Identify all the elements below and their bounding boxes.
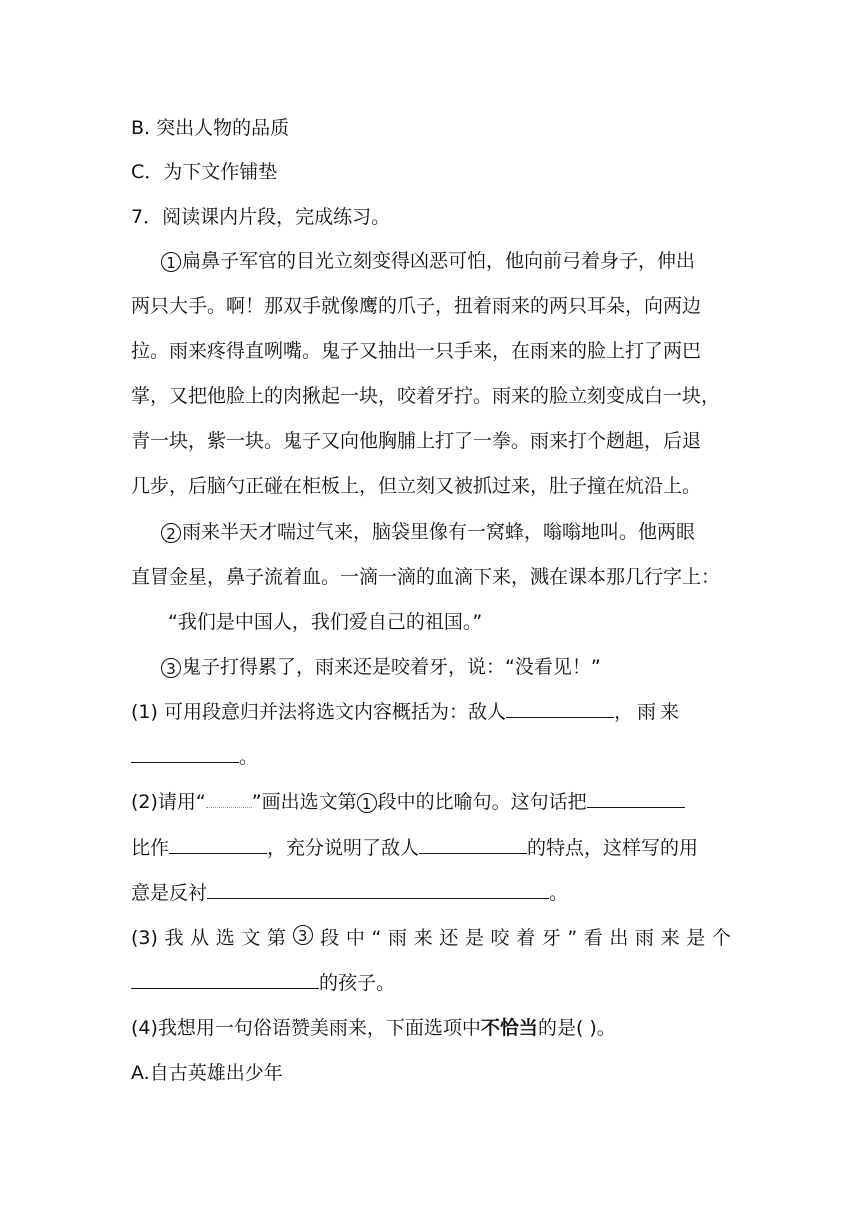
answer-blank[interactable] (131, 744, 239, 763)
sub-question-2 (131, 789, 731, 815)
option-c: C．为下文作铺垫 (131, 161, 278, 183)
underline-mark-sample (206, 789, 252, 808)
question-char: 咬 (490, 927, 510, 949)
answer-blank[interactable] (506, 699, 614, 718)
emphasis-text: 不恰当 (480, 1017, 538, 1039)
question-text: (4)我想用一句俗语赞美雨来，下面选项中 (131, 1017, 481, 1039)
question-char: 雨 (387, 927, 407, 949)
passage-p1-line-1 (161, 248, 731, 274)
paragraph-number-2: 2 (161, 523, 181, 543)
question-text: (1) 可用段意归并法将选文内容概括为：敌人 (131, 701, 506, 723)
answer-blank[interactable] (169, 835, 267, 854)
question-text: (2)请用“ (131, 791, 206, 813)
passage-p1-line-3: 拉。雨来疼得直咧嘴。鬼子又抽出一只手来，在雨来的脸上打了两巴 (131, 340, 702, 362)
question-char: 看 (583, 927, 603, 949)
question-char: 还 (439, 927, 459, 949)
question-char: 来 (413, 927, 433, 949)
question-char: 是 (464, 927, 484, 949)
answer-bracket[interactable]: 的是( )。 (537, 1017, 616, 1039)
question-char: 来 (660, 927, 680, 949)
question-text: 。 (549, 882, 569, 904)
passage-p2-line-1 (161, 519, 731, 545)
question-char: 第 (267, 927, 287, 949)
question-text: 。 (239, 746, 259, 768)
question-char: 我 (164, 927, 184, 949)
question-text: 的特点，这样写的用 (527, 837, 699, 859)
question-char: 牙 (541, 927, 561, 949)
question-text: ，充分说明了敌人 (267, 837, 420, 859)
question-char: 是 (686, 927, 706, 949)
question-text: 段中的比喻句。这句话把 (377, 791, 587, 813)
question-char: ” (567, 927, 578, 949)
option-b: B. 突出人物的品质 (131, 117, 290, 139)
question-char: 中 (345, 927, 365, 949)
question-char: 着 (516, 927, 536, 949)
passage-p1-line-2: 两只大手。啊！那双手就像鹰的爪子，扭着雨来的两只耳朵，向两边 (131, 295, 702, 317)
answer-blank[interactable] (207, 880, 549, 899)
question-7-title: 7．阅读课内片段，完成练习。 (131, 206, 391, 228)
passage-text: 雨来半天才喘过气来，脑袋里像有一窝蜂，嗡嗡地叫。他两眼 (182, 521, 696, 543)
sub-question-3 (131, 925, 731, 951)
question-text: 的孩子。 (319, 972, 396, 994)
question-char: 从 (190, 927, 210, 949)
question-text: ，雨来 (613, 701, 683, 723)
passage-p1-line-5: 青一块，紫一块。鬼子又向他胸脯上打了一拳。雨来打个趔趄，后退 (131, 430, 702, 452)
passage-p2-line-2: 直冒金星，鼻子流着血。一滴一滴的血滴下来，溅在课本那几行字上： (131, 566, 721, 588)
option-a: A.自古英雄出少年 (131, 1062, 283, 1084)
question-char: (3) (131, 927, 158, 949)
question-char: 个 (711, 927, 731, 949)
paragraph-number-1: 1 (161, 252, 181, 272)
sub-question-2-line-2 (131, 835, 731, 861)
paragraph-number-3: 3 (161, 658, 181, 678)
question-text: 意是反衬 (131, 882, 208, 904)
passage-text: 鬼子打得累了，雨来还是咬着牙，说：“没看见！” (182, 656, 601, 678)
passage-p3 (161, 654, 731, 680)
paragraph-number-3: 3 (293, 925, 313, 945)
sub-question-3-line-2 (131, 970, 731, 996)
passage-p1-line-4: 掌，又把他脸上的肉揪起一块，咬着牙拧。雨来的脸立刻变成白一块， (131, 385, 721, 407)
question-char: 出 (609, 927, 629, 949)
answer-blank[interactable] (131, 970, 319, 989)
sub-question-1-line-2 (131, 744, 731, 770)
passage-text: 扁鼻子军官的目光立刻变得凶恶可怕，他向前弓着身子，伸出 (182, 250, 696, 272)
sub-question-2-line-3 (131, 880, 731, 906)
answer-blank[interactable] (419, 835, 527, 854)
answer-blank[interactable] (587, 789, 685, 808)
question-char: “ (371, 927, 382, 949)
question-char: 雨 (635, 927, 655, 949)
question-text: 比作 (131, 837, 170, 859)
question-char: 选 (215, 927, 235, 949)
paragraph-number-1: 1 (357, 793, 377, 813)
question-char: 文 (241, 927, 261, 949)
question-char: 段 (320, 927, 340, 949)
passage-p1-line-6: 几步，后脑勺正碰在柜板上，但立刻又被抓过来，肚子撞在炕沿上。 (131, 475, 702, 497)
sub-question-1 (131, 699, 731, 725)
sub-question-4 (131, 1015, 731, 1041)
passage-quote: “我们是中国人，我们爱自己的祖国。” (168, 611, 483, 633)
question-text: ”画出选文第 (251, 791, 357, 813)
